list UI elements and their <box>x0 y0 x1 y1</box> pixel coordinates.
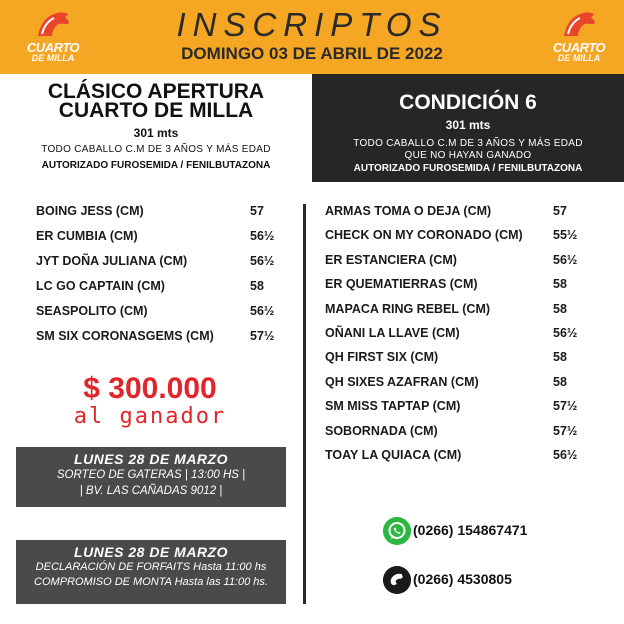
list-item <box>36 254 286 279</box>
horse-weight: 56½ <box>553 325 578 340</box>
horse-name: QH FIRST SIX (CM) <box>325 350 439 365</box>
race2-condition-line2: QUE NO HAYAN GANADO <box>404 150 532 161</box>
race1-condition: TODO CABALLO C.M DE 3 AÑOS Y MÁS EDAD <box>41 144 271 155</box>
horse-weight: 58 <box>553 277 567 292</box>
race2-entries <box>325 204 595 472</box>
horse-name: LC GO CAPTAIN (CM) <box>36 279 165 293</box>
horse-weight: 58 <box>553 350 567 365</box>
race2-condition <box>312 138 624 162</box>
list-item <box>325 448 595 472</box>
logo-text-line1: CUARTO <box>552 40 606 55</box>
list-item <box>36 279 286 304</box>
list-item <box>325 253 595 277</box>
prize-amount: $ 300.000 <box>83 372 217 405</box>
horse-weight: 57½ <box>553 423 578 438</box>
race2-condition-line1: TODO CABALLO C.M DE 3 AÑOS Y MÁS EDAD <box>353 138 583 149</box>
horse-weight: 57 <box>250 204 264 218</box>
horse-name: MAPACA RING REBEL (CM) <box>325 301 491 316</box>
race2-header <box>312 74 624 182</box>
horse-name: OÑANI LA LLAVE (CM) <box>325 325 460 340</box>
horse-weight: 57½ <box>553 399 578 414</box>
horse-weight: 58 <box>553 374 567 389</box>
horse-name: ER QUEMATIERRAS (CM) <box>325 277 478 292</box>
horse-weight: 58 <box>553 301 567 316</box>
list-item <box>36 329 286 354</box>
horse-weight: 56½ <box>553 447 578 462</box>
horse-weight: 56½ <box>553 252 578 267</box>
horse-name: JYT DOÑA JULIANA (CM) <box>36 254 188 268</box>
list-item <box>36 204 286 229</box>
notice-draw-title: LUNES 28 DE MARZO <box>74 451 228 467</box>
event-date: DOMINGO 03 DE ABRIL DE 2022 <box>181 44 443 63</box>
notice-forfaits-line2: COMPROMISO DE MONTA Hasta las 11:00 hs. <box>34 576 268 588</box>
race1-name-line2: CUARTO DE MILLA <box>58 99 254 122</box>
horse-weight: 57½ <box>250 329 275 343</box>
race1-authorized: AUTORIZADO FUROSEMIDA / FENILBUTAZONA <box>41 160 271 171</box>
notice-forfaits-line1: DECLARACIÓN DE FORFAITS Hasta 11:00 hs <box>35 561 267 573</box>
list-item <box>36 229 286 254</box>
list-item <box>36 304 286 329</box>
list-item <box>325 277 595 301</box>
list-item <box>325 399 595 423</box>
list-item <box>325 326 595 350</box>
whatsapp-icon <box>383 517 411 545</box>
horse-weight: 56½ <box>250 254 275 268</box>
horse-weight: 56½ <box>250 229 275 243</box>
notice-forfaits <box>16 540 286 604</box>
horse-weight: 58 <box>250 279 264 293</box>
phone-number: (0266) 4530805 <box>413 571 512 587</box>
horse-name: SOBORNADA (CM) <box>325 423 438 438</box>
horse-name: ARMAS TOMA O DEJA (CM) <box>325 204 492 218</box>
race1-distance: 301 mts <box>133 126 179 140</box>
column-divider <box>303 204 306 604</box>
horse-name: SEASPOLITO (CM) <box>36 304 148 318</box>
notice-draw <box>16 447 286 507</box>
horse-name: TOAY LA QUIACA (CM) <box>325 447 462 462</box>
list-item <box>325 375 595 399</box>
horse-name: ER ESTANCIERA (CM) <box>325 252 457 267</box>
horse-name: CHECK ON MY CORONADO (CM) <box>325 228 523 243</box>
race1-name <box>0 82 312 120</box>
page-title: INSCRIPTOS <box>176 6 448 43</box>
notice-forfaits-title: LUNES 28 DE MARZO <box>74 544 228 560</box>
prize-label: al ganador <box>73 404 227 429</box>
race2-name: CONDICIÓN 6 <box>399 91 537 114</box>
logo-text-line1: CUARTO <box>26 40 80 55</box>
list-item <box>325 424 595 448</box>
notice-draw-line1: SORTEO DE GATERAS | 13:00 HS | <box>56 469 246 481</box>
horse-name: SM SIX CORONASGEMS (CM) <box>36 329 214 343</box>
list-item <box>325 228 595 252</box>
race1-name-line1: CLÁSICO APERTURA <box>47 80 265 103</box>
notice-draw-line2: | BV. LAS CAÑADAS 9012 | <box>79 485 223 497</box>
race2-distance: 301 mts <box>445 118 491 132</box>
race2-authorized: AUTORIZADO FUROSEMIDA / FENILBUTAZONA <box>353 163 583 174</box>
list-item <box>325 204 595 228</box>
horse-name: QH SIXES AZAFRAN (CM) <box>325 374 479 389</box>
list-item <box>325 302 595 326</box>
horse-weight: 56½ <box>250 304 275 318</box>
horse-weight: 57 <box>553 204 567 218</box>
horse-name: ER CUMBIA (CM) <box>36 229 138 243</box>
list-item <box>325 350 595 374</box>
horse-name: BOING JESS (CM) <box>36 204 144 218</box>
phone-icon <box>383 566 411 594</box>
logo-text-line2: DE MILLA <box>557 53 601 63</box>
logo-text-line2: DE MILLA <box>31 53 75 63</box>
whatsapp-number: (0266) 154867471 <box>413 522 528 538</box>
horse-weight: 55½ <box>553 228 578 243</box>
race1-header <box>0 74 312 182</box>
race1-entries <box>36 204 286 354</box>
horse-name: SM MISS TAPTAP (CM) <box>325 399 461 414</box>
